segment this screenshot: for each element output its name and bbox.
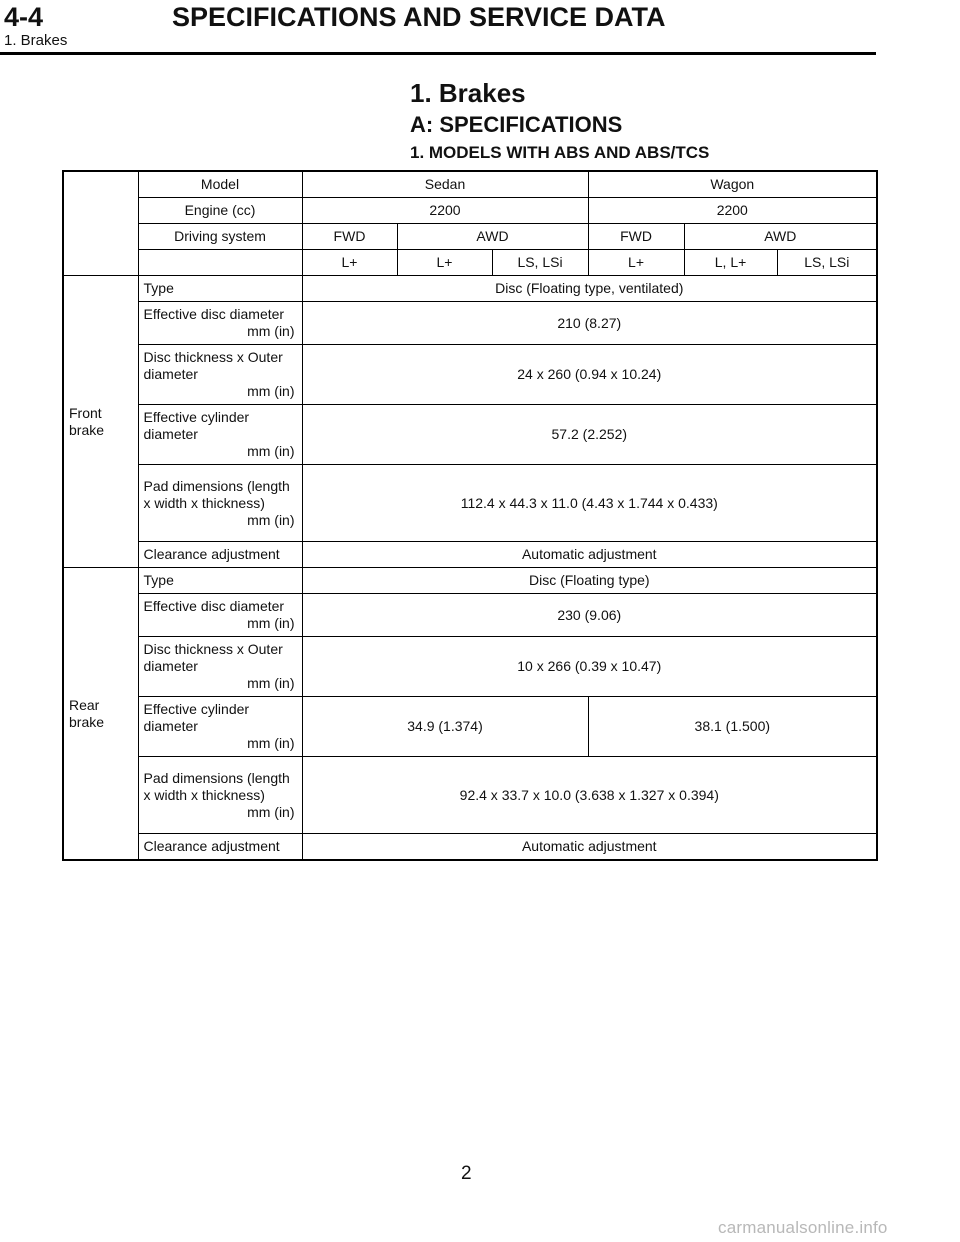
table-row <box>63 171 877 198</box>
table-row <box>63 637 877 697</box>
rear-eff-cyl-label-cell <box>138 697 302 757</box>
rear-disc-thick-label: Disc thickness x Outer diameter <box>143 641 283 674</box>
rear-type-label: Type <box>138 568 302 594</box>
rear-pad-label: Pad dimensions (length x width x thickness) <box>143 769 290 803</box>
table-row <box>63 224 877 250</box>
rear-eff-disc-value: 230 (9.06) <box>302 594 877 637</box>
grade-label-cell <box>138 250 302 276</box>
sedan-fwd: FWD <box>302 224 397 250</box>
rear-disc-thick-unit: mm (in) <box>247 675 295 691</box>
model-label: Model <box>138 171 302 198</box>
front-type-label: Type <box>138 276 302 302</box>
table-row <box>63 834 877 861</box>
sedan-awd: AWD <box>397 224 588 250</box>
front-eff-disc-value: 210 (8.27) <box>302 302 877 345</box>
rear-eff-cyl-label: Effective cylinder diameter <box>143 701 250 734</box>
grade-cell: L+ <box>302 250 397 276</box>
front-eff-cyl-label-cell <box>138 405 302 465</box>
corner-cell <box>63 171 138 276</box>
page-title: 1. Brakes <box>410 78 526 108</box>
sedan-engine: 2200 <box>302 198 588 224</box>
header-rule <box>0 52 876 55</box>
front-eff-disc-label-cell <box>138 302 302 345</box>
front-clearance-label: Clearance adjustment <box>138 542 302 568</box>
rear-pad-unit: mm (in) <box>247 803 295 820</box>
table-row <box>63 757 877 834</box>
grade-cell: L, L+ <box>684 250 777 276</box>
section-heading: A: SPECIFICATIONS <box>410 112 623 137</box>
table-row <box>63 302 877 345</box>
front-eff-cyl-value: 57.2 (2.252) <box>302 405 877 465</box>
page-number: 2 <box>461 1163 472 1184</box>
front-brake-group: Front brake <box>63 276 138 568</box>
front-pad-unit: mm (in) <box>247 511 295 528</box>
table-row <box>63 465 877 542</box>
section-title: SPECIFICATIONS AND SERVICE DATA <box>172 2 666 32</box>
spec-table <box>62 170 878 861</box>
grade-cell: L+ <box>397 250 492 276</box>
subsection-label: 1. Brakes <box>4 32 68 49</box>
table-row <box>63 250 877 276</box>
rear-type-value: Disc (Floating type) <box>302 568 877 594</box>
front-disc-thick-label: Disc thickness x Outer diameter <box>143 349 283 382</box>
subsection-heading: 1. MODELS WITH ABS AND ABS/TCS <box>410 143 710 162</box>
front-eff-cyl-unit: mm (in) <box>247 443 295 459</box>
front-pad-label: Pad dimensions (length x width x thickness) <box>143 477 290 511</box>
drive-label: Driving system <box>138 224 302 250</box>
rear-disc-thick-label-cell <box>138 637 302 697</box>
rear-clearance-label: Clearance adjustment <box>138 834 302 861</box>
front-eff-cyl-label: Effective cylinder diameter <box>143 409 250 442</box>
front-eff-disc-label: Effective disc diameter <box>143 306 285 322</box>
rear-disc-thick-value: 10 x 266 (0.39 x 10.47) <box>302 637 877 697</box>
wagon-fwd: FWD <box>588 224 684 250</box>
table-row <box>63 594 877 637</box>
table-row <box>63 568 877 594</box>
front-type-value: Disc (Floating type, ventilated) <box>302 276 877 302</box>
front-clearance-value: Automatic adjustment <box>302 542 877 568</box>
front-pad-label-cell <box>138 465 302 542</box>
table-row <box>63 345 877 405</box>
engine-label: Engine (cc) <box>138 198 302 224</box>
rear-pad-value: 92.4 x 33.7 x 10.0 (3.638 x 1.327 x 0.394) <box>302 757 877 834</box>
wagon-header: Wagon <box>588 171 877 198</box>
wagon-engine: 2200 <box>588 198 877 224</box>
table-row <box>63 542 877 568</box>
grade-cell: LS, LSi <box>492 250 588 276</box>
grade-cell: LS, LSi <box>777 250 877 276</box>
watermark: carmanualsonline.info <box>718 1218 888 1237</box>
table-row <box>63 198 877 224</box>
front-disc-thick-label-cell <box>138 345 302 405</box>
rear-brake-group: Rear brake <box>63 568 138 861</box>
front-eff-disc-unit: mm (in) <box>247 323 295 339</box>
section-number: 4-4 <box>4 2 44 32</box>
sedan-header: Sedan <box>302 171 588 198</box>
rear-eff-disc-unit: mm (in) <box>247 615 295 631</box>
rear-eff-cyl-unit: mm (in) <box>247 735 295 751</box>
rear-clearance-value: Automatic adjustment <box>302 834 877 861</box>
rear-eff-disc-label-cell <box>138 594 302 637</box>
table-row <box>63 405 877 465</box>
front-disc-thick-value: 24 x 260 (0.94 x 10.24) <box>302 345 877 405</box>
rear-eff-cyl-wagon: 38.1 (1.500) <box>588 697 877 757</box>
grade-cell: L+ <box>588 250 684 276</box>
front-disc-thick-unit: mm (in) <box>247 383 295 399</box>
rear-pad-label-cell <box>138 757 302 834</box>
table-row <box>63 697 877 757</box>
table-row <box>63 276 877 302</box>
front-pad-value: 112.4 x 44.3 x 11.0 (4.43 x 1.744 x 0.433) <box>302 465 877 542</box>
rear-eff-cyl-sedan: 34.9 (1.374) <box>302 697 588 757</box>
wagon-awd: AWD <box>684 224 877 250</box>
rear-eff-disc-label: Effective disc diameter <box>143 598 285 614</box>
